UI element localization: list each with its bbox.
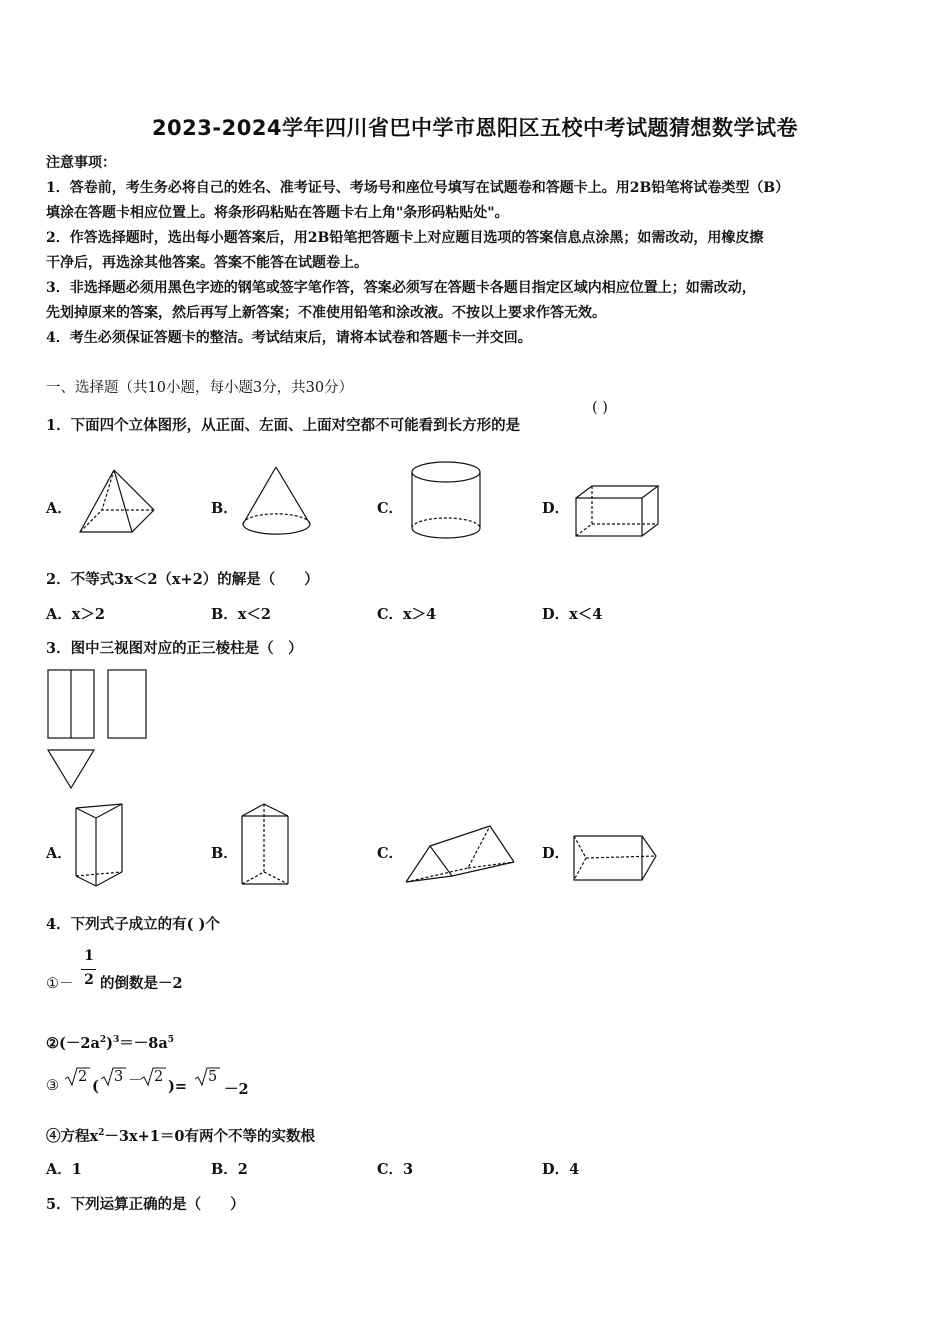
- q4-item4-part: ④方程x: [46, 1128, 99, 1145]
- cylinder-figure: [408, 458, 484, 544]
- q2-option-c: C．x＞4: [377, 606, 437, 623]
- prism-figure-a: [72, 800, 128, 890]
- q1-answer-paren: ( ): [592, 400, 608, 416]
- q4-option-a: A．1: [46, 1161, 82, 1178]
- q4-item3-paren: (: [92, 1078, 99, 1095]
- q3-label-a: A．: [46, 845, 72, 862]
- q4-item2-part: ): [106, 1035, 113, 1052]
- q4-item3-radicand: 2: [154, 1069, 164, 1085]
- q4-item3-radicand: 5: [208, 1069, 218, 1085]
- q4-option-b: B．2: [211, 1161, 248, 1178]
- q1-label-c: C．: [377, 500, 404, 517]
- q4-item3-radicand: 3: [114, 1069, 124, 1085]
- q4-item4-part: －3x+1＝0有两个不等的实数根: [104, 1128, 315, 1145]
- prism-figure-b: [238, 800, 294, 890]
- prism-figure-c: [404, 822, 520, 886]
- q4-item3-suffix: －2: [224, 1081, 249, 1098]
- q4-item2-exp: 5: [167, 1035, 175, 1046]
- q2-option-d: D．x＜4: [542, 606, 603, 623]
- section-heading: 一、选择题（共10小题，每小题3分，共30分）: [46, 380, 354, 396]
- prism-figure-d: [570, 832, 660, 886]
- q4-item1-prefix: ①－: [46, 976, 74, 992]
- three-view-figure: [46, 668, 150, 794]
- notice-line: 1．答卷前，考生务必将自己的姓名、准考证号、考场号和座位号填写在试题卷和答题卡上。用2B铅笔将试卷类型（B）: [46, 180, 790, 196]
- notice-line: 干净后，再选涂其他答案。答案不能答在试题卷上。: [46, 255, 368, 271]
- q4-item4-exp: 2: [98, 1128, 105, 1139]
- q2-stem: 2．不等式3x＜2（x+2）的解是（ ）: [46, 571, 319, 588]
- q4-item2-exp: 3: [113, 1035, 120, 1046]
- q3-label-b: B．: [211, 845, 238, 862]
- q4-stem: 4．下列式子成立的有( )个: [46, 916, 220, 933]
- q1-label-a: A．: [46, 500, 72, 517]
- cuboid-figure: [572, 482, 662, 540]
- q4-option-d: D．4: [542, 1161, 580, 1178]
- q2-option-a: A．x＞2: [46, 606, 105, 623]
- q4-item3-prefix: ③: [46, 1078, 59, 1094]
- notice-line: 先划掉原来的答案，然后再写上新答案；不准使用铅笔和涂改液。不按以上要求作答无效。: [46, 305, 606, 321]
- q1-stem: 1．下面四个立体图形，从正面、左面、上面对空都不可能看到长方形的是: [46, 417, 521, 434]
- notice-heading: 注意事项：: [46, 155, 116, 171]
- q4-item1-suffix: 的倒数是－2: [100, 975, 183, 992]
- q5-stem: 5．下列运算正确的是（ ）: [46, 1196, 245, 1213]
- q1-label-b: B．: [211, 500, 238, 517]
- q4-item2-part: ②(－2a: [46, 1035, 100, 1052]
- q4-item1-denominator: 2: [84, 972, 94, 988]
- q4-item2-part: ＝－8a: [119, 1035, 168, 1052]
- q4-item2-exp: 2: [99, 1035, 107, 1046]
- fraction-bar: [81, 969, 96, 970]
- q4-item1-numerator: 1: [84, 948, 94, 964]
- notice-line: 4．考生必须保证答题卡的整洁。考试结束后，请将本试卷和答题卡一并交回。: [46, 330, 532, 346]
- notice-line: 3．非选择题必须用黑色字迹的钢笔或签字笔作答，答案必须写在答题卡各题目指定区域内相应位置上；如需改动，: [46, 280, 756, 296]
- page-title: 2023-2024学年四川省巴中学市恩阳区五校中考试题猜想数学试卷: [151, 116, 799, 140]
- q4-item3-minus: －: [128, 1073, 143, 1089]
- q3-label-d: D．: [542, 845, 570, 862]
- notice-line: 2．作答选择题时，选出每小题答案后，用2B铅笔把答题卡上对应题目选项的答案信息点涂黑；如需改动，用橡皮擦: [46, 230, 764, 246]
- q4-item2: [46, 1032, 174, 1053]
- q4-item4: [46, 1125, 315, 1146]
- cone-figure: [240, 464, 314, 540]
- q4-item3-radicand: 2: [78, 1069, 88, 1085]
- q4-item3-paren-close: )=: [168, 1078, 188, 1095]
- q1-label-d: D．: [542, 500, 570, 517]
- pyramid-figure: [76, 466, 160, 538]
- notice-line: 填涂在答题卡相应位置上。将条形码粘贴在答题卡右上角"条形码粘贴处"。: [46, 205, 509, 221]
- q2-option-b: B．x＜2: [211, 606, 271, 623]
- q3-label-c: C．: [377, 845, 404, 862]
- q3-stem: 3．图中三视图对应的正三棱柱是（ ）: [46, 640, 303, 657]
- q4-option-c: C．3: [377, 1161, 414, 1178]
